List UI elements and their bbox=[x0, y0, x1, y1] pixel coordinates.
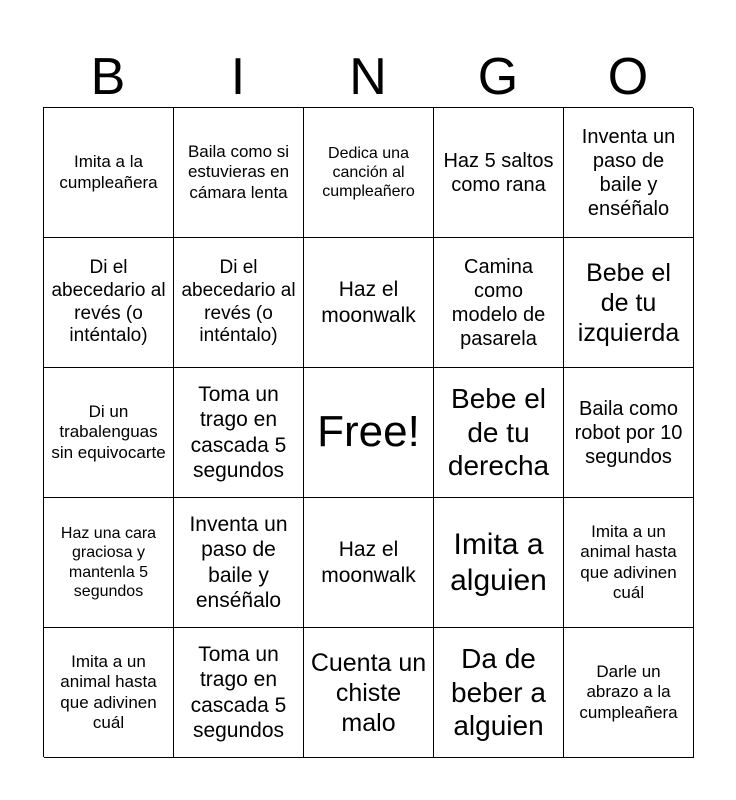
bingo-cell[interactable]: Di un trabalenguas sin equivocarte bbox=[44, 368, 174, 498]
bingo-cell[interactable]: Imita a un animal hasta que adivinen cuál bbox=[44, 628, 174, 758]
header-letter-g: G bbox=[477, 48, 519, 106]
bingo-cell[interactable]: Haz 5 saltos como rana bbox=[434, 108, 564, 238]
bingo-cell[interactable]: Inventa un paso de baile y enséñalo bbox=[564, 108, 694, 238]
header-letter-n: N bbox=[349, 48, 387, 106]
bingo-cell[interactable]: Inventa un paso de baile y enséñalo bbox=[174, 498, 304, 628]
bingo-cell[interactable]: Camina como modelo de pasarela bbox=[434, 238, 564, 368]
bingo-cell[interactable]: Baila como robot por 10 segundos bbox=[564, 368, 694, 498]
free-space[interactable]: Free! bbox=[304, 368, 434, 498]
bingo-cell[interactable]: Dedica una canción al cumpleañero bbox=[304, 108, 434, 238]
bingo-cell[interactable]: Imita a alguien bbox=[434, 498, 564, 628]
bingo-cell[interactable]: Imita a la cumpleañera bbox=[44, 108, 174, 238]
bingo-cell[interactable]: Bebe el de tu derecha bbox=[434, 368, 564, 498]
bingo-board bbox=[43, 107, 693, 757]
bingo-header bbox=[43, 44, 693, 108]
bingo-cell[interactable]: Haz una cara graciosa y mantenla 5 segundos bbox=[44, 498, 174, 628]
bingo-cell[interactable]: Di el abecedario al revés (o inténtalo) bbox=[174, 238, 304, 368]
bingo-cell[interactable]: Di el abecedario al revés (o inténtalo) bbox=[44, 238, 174, 368]
bingo-cell[interactable]: Toma un trago en cascada 5 segundos bbox=[174, 368, 304, 498]
bingo-cell[interactable]: Baila como si estuvieras en cámara lenta bbox=[174, 108, 304, 238]
header-letter-o: O bbox=[607, 48, 649, 106]
bingo-cell[interactable]: Haz el moonwalk bbox=[304, 498, 434, 628]
bingo-cell[interactable]: Haz el moonwalk bbox=[304, 238, 434, 368]
bingo-cell[interactable]: Toma un trago en cascada 5 segundos bbox=[174, 628, 304, 758]
header-letter-i: I bbox=[230, 48, 246, 106]
header-letter-b: B bbox=[90, 48, 126, 106]
bingo-cell[interactable]: Darle un abrazo a la cumpleañera bbox=[564, 628, 694, 758]
bingo-cell[interactable]: Imita a un animal hasta que adivinen cuál bbox=[564, 498, 694, 628]
bingo-cell[interactable]: Cuenta un chiste malo bbox=[304, 628, 434, 758]
bingo-cell[interactable]: Bebe el de tu izquierda bbox=[564, 238, 694, 368]
bingo-cell[interactable]: Da de beber a alguien bbox=[434, 628, 564, 758]
